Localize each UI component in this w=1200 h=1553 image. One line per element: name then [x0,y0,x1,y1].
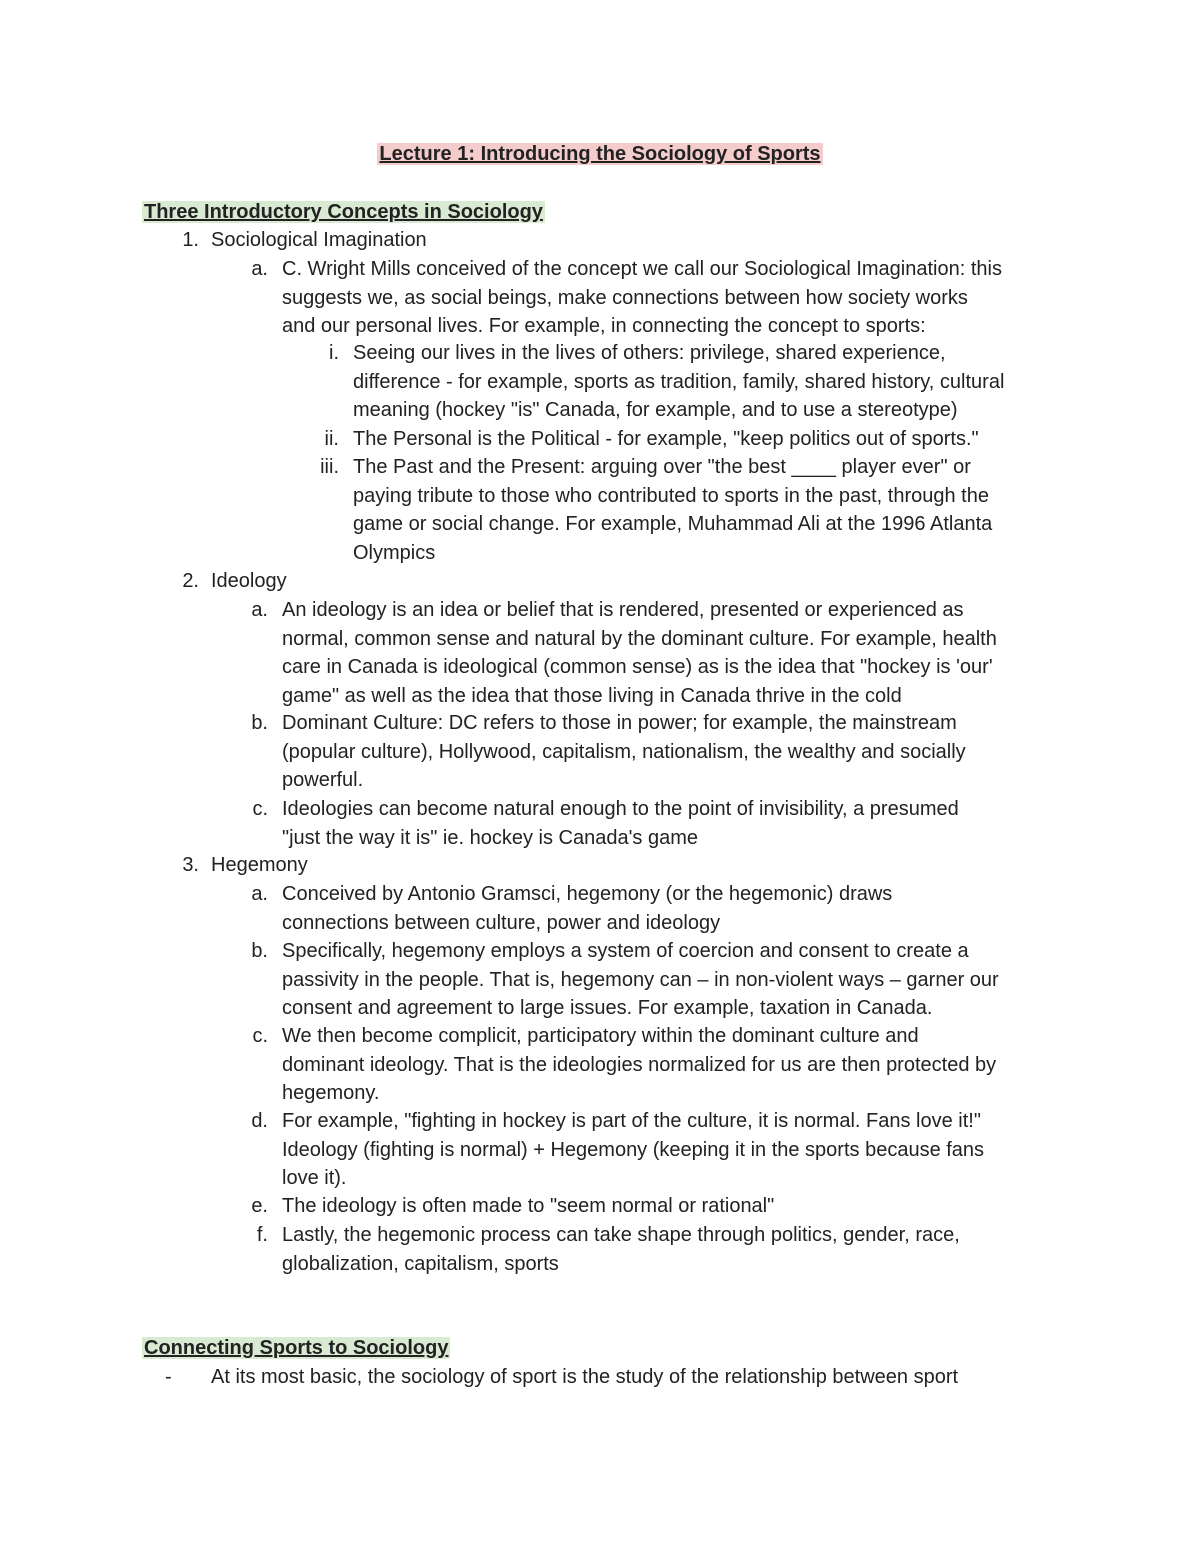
sub-item-hegemonic-process [256,1221,1072,1278]
list-marker: 1. [182,229,199,251]
sub-item-ideology-definition [251,596,1072,710]
sub-item-complicit [252,1022,1072,1108]
text-line: powerful. [282,769,364,791]
sub-sub-item-personal-political [324,425,1073,454]
document-title [0,140,1200,168]
list-item-ideology [182,567,1081,596]
list-marker: - [165,1366,172,1388]
sub-item-seem-normal [251,1192,1072,1221]
sub-item-fighting-example [251,1107,1072,1193]
text-line: Ideologies can become natural enough to the point of invisibility, a presumed [282,798,959,820]
text-line: difference - for example, sports as tradition, family, shared history, cultural [353,370,1005,393]
sub-item-ideologies-natural [252,795,1072,852]
section-heading-text: Connecting Sports to Sociology [144,1337,449,1359]
text-line: The Personal is the Political - for example, "keep politics out of sports." [353,428,979,450]
text-line: (popular culture), Hollywood, capitalism, nationalism, the wealthy and socially [282,740,966,763]
list-item-text: Sociological Imagination [211,229,427,251]
list-marker: 2. [182,570,199,592]
text-line: "just the way it is" ie. hockey is Canada's game [282,826,698,849]
text-line: The Past and the Present: arguing over "the best ____ player ever" or [353,456,971,478]
text-line: We then become complicit, participatory within the dominant culture and [282,1025,919,1047]
list-marker: b. [251,712,268,734]
sub-item-gramsci [251,880,1072,937]
list-marker: f. [256,1224,268,1246]
text-line: dominant ideology. That is the ideologies normalized for us are then protected by [282,1053,997,1076]
text-line: passivity in the people. That is, hegemony can – in non-violent ways – garner our [282,968,999,991]
text-line: An ideology is an idea or belief that is rendered, presented or experienced as [282,599,964,621]
text-line: Specifically, hegemony employs a system of coercion and consent to create a [282,940,969,962]
text-line: Conceived by Antonio Gramsci, hegemony (or the hegemonic) draws [282,883,893,905]
text-line: Ideology (fighting is normal) + Hegemony (keeping it in the sports because fans [282,1138,985,1161]
list-marker: a. [251,599,268,621]
sub-item-dominant-culture [251,709,1072,795]
text-line: hegemony. [282,1082,380,1104]
list-marker: e. [251,1195,268,1217]
text-line: connections between culture, power and ideology [282,911,721,934]
list-marker: c. [252,1025,268,1047]
list-marker: ii. [324,428,339,450]
list-item-text: Ideology [211,570,287,592]
text-line: paying tribute to those who contributed to sports in the past, through the [353,484,989,507]
text-line: globalization, capitalism, sports [282,1252,559,1275]
text-line: Olympics [353,541,436,564]
list-item-text: Hegemony [211,854,308,876]
list-marker: d. [251,1110,268,1132]
text-line: Dominant Culture: DC refers to those in power; for example, the mainstream [282,712,957,734]
list-marker: 3. [182,854,199,876]
list-marker: iii. [320,456,339,478]
text-line: Seeing our lives in the lives of others: privilege, shared experience, [353,342,946,364]
text-line: C. Wright Mills conceived of the concept we call our Sociological Imagination: this [282,258,1002,280]
list-marker: a. [251,258,268,280]
text-line: game" as well as the idea that those living in Canada thrive in the cold [282,684,902,707]
list-item-hegemony [182,851,1081,880]
list-marker: b. [251,940,268,962]
sub-item-mills [251,255,1072,341]
sub-item-coercion-consent [251,937,1072,1023]
section-heading-text: Three Introductory Concepts in Sociology [144,201,543,223]
sub-sub-item-past-present [320,453,1073,567]
document-title-text: Lecture 1: Introducing the Sociology of Sports [379,143,821,165]
list-marker: c. [252,798,268,820]
text-line: and our personal lives. For example, in connecting the concept to sports: [282,315,926,337]
bullet-item-sociology-of-sport [165,1363,1081,1392]
text-line: love it). [282,1167,347,1189]
text-line: meaning (hockey "is" Canada, for example, and to use a stereotype) [353,399,958,421]
sub-sub-item-seeing-lives [329,339,1073,425]
section-heading-connecting [142,1334,450,1362]
text-line: normal, common sense and natural by the dominant culture. For example, health [282,627,997,650]
text-line: For example, "fighting in hockey is part of the culture, it is normal. Fans love it!" [282,1110,981,1132]
text-line: care in Canada is ideological (common sense) as is the idea that "hockey is 'our' [282,656,993,678]
section-heading-concepts [142,198,545,226]
text-line: The ideology is often made to "seem normal or rational" [282,1195,775,1217]
text-line: Lastly, the hegemonic process can take shape through politics, gender, race, [282,1224,960,1246]
text-line: consent and agreement to large issues. For example, taxation in Canada. [282,997,933,1019]
text-line: game or social change. For example, Muhammad Ali at the 1996 Atlanta [353,513,993,535]
list-marker: i. [329,342,339,364]
list-marker: a. [251,883,268,905]
list-item-sociological-imagination [182,226,1081,255]
text-line: suggests we, as social beings, make connections between how society works [282,286,968,309]
list-item-text: At its most basic, the sociology of sport is the study of the relationship between sport [211,1366,959,1388]
